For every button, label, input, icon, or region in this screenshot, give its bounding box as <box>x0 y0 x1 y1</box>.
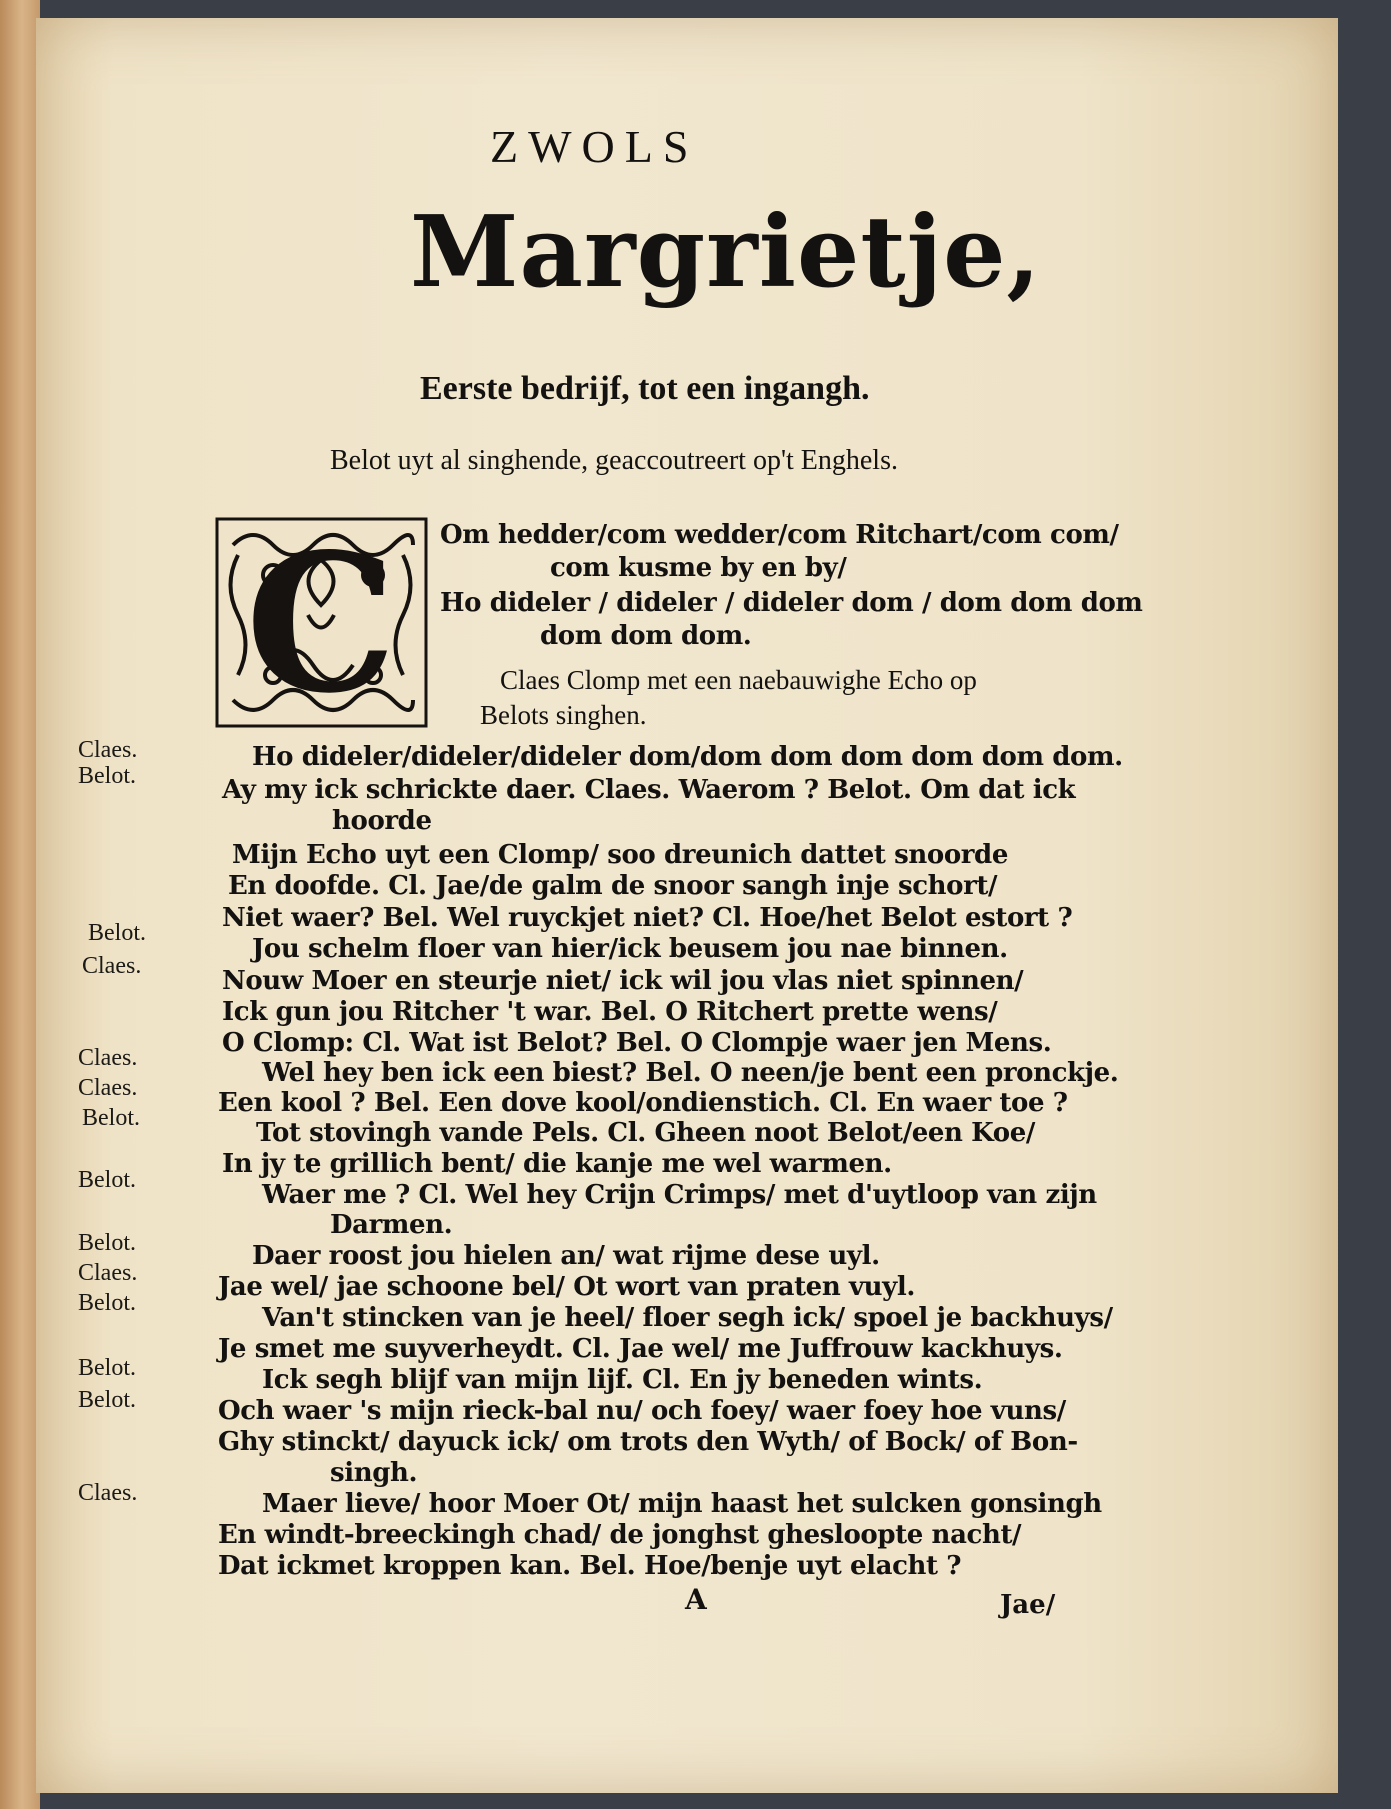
dialogue-line: Ick segh blijf van mijn lijf. Cl. En jy beneden wints. <box>262 1365 983 1395</box>
running-title: ZWOLS <box>490 121 699 172</box>
dialogue-line: Och waer 's mijn rieck-bal nu/ och foey/ waer foey hoe vuns/ <box>218 1396 1066 1426</box>
dialogue-line: Je smet me suyverheydt. Cl. Jae wel/ me Juffrouw kackhuys. <box>218 1334 1063 1364</box>
stage-direction: Belot uyt al singhende, geaccoutreert op't Enghels. <box>330 445 898 476</box>
speaker-label: Belot. <box>78 763 136 789</box>
dialogue-line: Tot stovingh vande Pels. Cl. Gheen noot Belot/een Koe/ <box>256 1118 1035 1148</box>
dialogue-line: Wel hey ben ick een biest? Bel. O neen/je bent een pronckje. <box>262 1058 1119 1088</box>
speaker-label: Belot. <box>88 920 146 946</box>
book-gutter <box>0 0 40 1809</box>
dialogue-line: Ho dideler/dideler/dideler dom/dom dom dom dom dom dom. <box>252 742 1123 772</box>
opening-line-1: Om hedder/com wedder/com Ritchart/com com/ <box>440 520 1119 550</box>
dialogue-line: Van't stincken van je heel/ floer segh ick/ spoel je backhuys/ <box>262 1303 1113 1333</box>
speaker-label: Belot. <box>78 1230 136 1256</box>
drop-cap-ornament <box>213 515 430 730</box>
opening-line-4: dom dom dom. <box>540 621 752 651</box>
dialogue-line: In jy te grillich bent/ die kanje me wel warmen. <box>222 1149 892 1179</box>
dialogue-line: Een kool ? Bel. Een dove kool/ondienstich. Cl. En waer toe ? <box>218 1088 1068 1118</box>
speaker-label: Belot. <box>78 1355 136 1381</box>
dialogue-line: Dat ickmet kroppen kan. Bel. Hoe/benje uyt elacht ? <box>218 1551 962 1581</box>
speaker-label: Claes. <box>78 1480 138 1506</box>
catchword: Jae/ <box>1000 1590 1056 1620</box>
dialogue-line: Waer me ? Cl. Wel hey Crijn Crimps/ met d'uytloop van zijn <box>262 1180 1097 1210</box>
speaker-label: Belot. <box>82 1105 140 1131</box>
dialogue-line: Nouw Moer en steurje niet/ ick wil jou vlas niet spinnen/ <box>222 966 1024 996</box>
dialogue-line: En doofde. Cl. Jae/de galm de snoor sangh inje schort/ <box>228 871 998 901</box>
svg-text:C: C <box>245 515 397 730</box>
speaker-label: Claes. <box>78 737 138 763</box>
dialogue-line: Darmen. <box>330 1210 453 1240</box>
dialogue-line: Jae wel/ jae schoone bel/ Ot wort van praten vuyl. <box>218 1272 916 1302</box>
speaker-label: Belot. <box>78 1387 136 1413</box>
dialogue-line: Ay my ick schrickte daer. Claes. Waerom ? Belot. Om dat ick <box>222 775 1076 805</box>
dialogue-line: singh. <box>330 1458 418 1488</box>
speaker-label: Belot. <box>78 1167 136 1193</box>
main-title: Margrietje, <box>410 195 1042 310</box>
ornament-icon <box>213 515 430 730</box>
dialogue-line: Ghy stinckt/ dayuck ick/ om trots den Wyth/ of Bock/ of Bon- <box>218 1427 1078 1457</box>
dialogue-line: En windt-breeckingh chad/ de jonghst ghesloopte nacht/ <box>218 1520 1022 1550</box>
stage-direction-2-line-2: Belots singhen. <box>480 700 647 730</box>
dialogue-line: Maer lieve/ hoor Moer Ot/ mijn haast het sulcken gonsingh <box>262 1489 1102 1519</box>
dialogue-line: Niet waer? Bel. Wel ruyckjet niet? Cl. Hoe/het Belot estort ? <box>222 903 1073 933</box>
dialogue-line: hoorde <box>332 806 432 836</box>
opening-line-2: com kusme by en by/ <box>550 553 847 583</box>
stage-direction-2-line-1: Claes Clomp met een naebauwighe Echo op <box>500 665 977 695</box>
signature-mark: A <box>685 1583 707 1616</box>
dialogue-line: O Clomp: Cl. Wat ist Belot? Bel. O Clompje waer jen Mens. <box>222 1028 1052 1058</box>
dialogue-line: Daer roost jou hielen an/ wat rijme dese uyl. <box>252 1241 880 1271</box>
dialogue-line: Jou schelm floer van hier/ick beusem jou nae binnen. <box>252 934 1008 964</box>
opening-line-3: Ho dideler / dideler / dideler dom / dom dom dom <box>440 588 1143 618</box>
speaker-label: Belot. <box>78 1290 136 1316</box>
act-subtitle: Eerste bedrijf, tot een ingangh. <box>420 370 870 407</box>
speaker-label: Claes. <box>78 1075 138 1101</box>
dialogue-line: Ick gun jou Ritcher 't war. Bel. O Ritchert prette wens/ <box>222 997 998 1027</box>
speaker-label: Claes. <box>82 953 142 979</box>
speaker-label: Claes. <box>78 1045 138 1071</box>
dialogue-line: Mijn Echo uyt een Clomp/ soo dreunich dattet snoorde <box>232 840 1008 870</box>
speaker-label: Claes. <box>78 1260 138 1286</box>
